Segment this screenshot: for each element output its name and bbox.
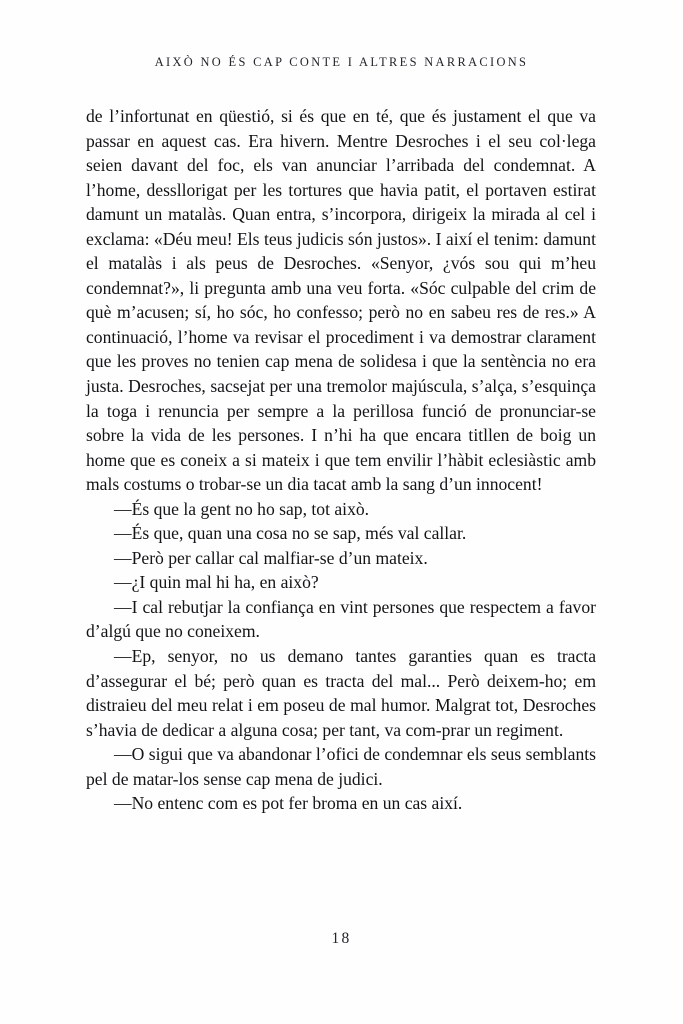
body-text-block	[86, 104, 596, 816]
paragraph: —O sigui que va abandonar l’ofici de condemnar els seus semblants pel de matar-los sense cap mena de judici.	[86, 744, 596, 789]
paragraph: —És que la gent no ho sap, tot això.	[114, 498, 370, 519]
paragraph: —¿I quin mal hi ha, en això?	[114, 572, 319, 593]
page-number: 18	[331, 930, 352, 947]
paragraph: —És que, quan una cosa no se sap, més val callar.	[114, 523, 467, 544]
paragraph: —No entenc com es pot fer broma en un cas així.	[114, 793, 463, 814]
paragraph: —Ep, senyor, no us demano tantes garanties quan es tracta d’assegurar el bé; però quan es tracta del mal... Però deixem-ho; em distraieu del meu relat i em poseu de mal humor. Malgrat tot, Desroches s’havia de dedicar a alguna cosa; per tant, va com-prar un regiment.	[86, 646, 596, 740]
paragraph: —I cal rebutjar la confiança en vint persones que respectem a favor d’algú que no coneixem.	[86, 596, 596, 642]
paragraph: —Però per callar cal malfiar-se d’un mateix.	[114, 547, 428, 568]
running-head: AIXÒ NO ÉS CAP CONTE I ALTRES NARRACIONS	[154, 55, 529, 69]
paragraph: de l’infortunat en qüestió, si és que en té, que és justament el que va passar en aquest cas. Era hivern. Mentre Desroches i el seu col·lega seien davant del foc, els van anunciar l’arribada del condemnat. A l’home, dessllorigat per les tortures que havia patit, el portaven estirat damunt un matalàs. Quan entra, s’incorpora, dirigeix la mirada al cel i exclama: «Déu meu! Els teus judicis són justos». I així el tenim: damunt el matalàs i als peus de Desroches. «Senyor, ¿vós sou qui m’heu condemnat?», li pregunta amb una veu forta. «Sóc culpable del crim de què m’acusen; sí, ho sóc, ho confesso; però no en sabeu res de res.» A continuació, l’home va revisar el procediment i va demostrar clarament que les proves no tenien cap mena de solidesa i que la sentència no era justa. Desroches, sacsejat per una tremolor majúscula, s’alça, s’esquinça la toga i renuncia per sempre a la perillosa funció de pronunciar-se sobre la vida de les persones. I n’hi ha que encara titllen de boig un home que es coneix a si mateix i que tem envilir l’hàbit eclesiàstic amb mals costums o trobar-se un dia tacat amb la sang d’un innocent!	[86, 106, 596, 495]
